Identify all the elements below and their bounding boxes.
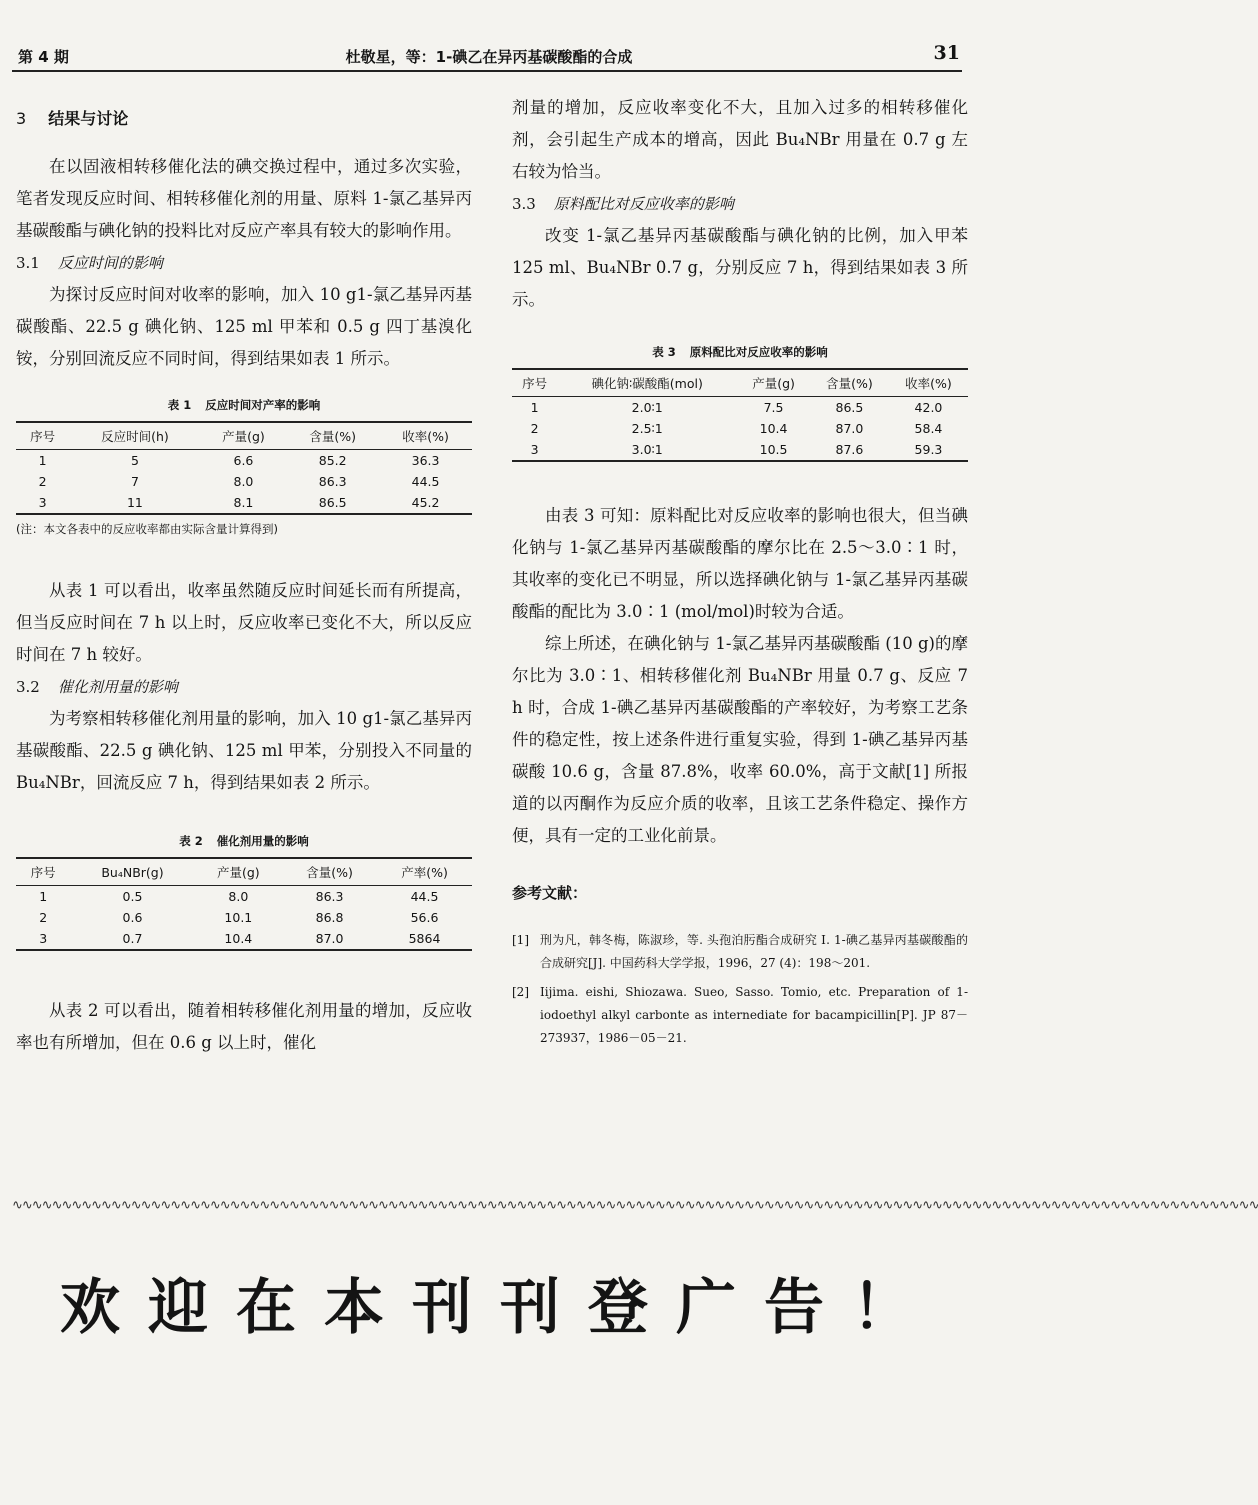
table-cell: 36.3	[411, 453, 440, 468]
article-running-title: 杜敬星，等：1-碘乙在异丙基碳酸酯的合成	[345, 48, 633, 66]
table-cell: 0.7	[70, 928, 194, 950]
table-row	[16, 907, 472, 928]
table-cell: 59.3	[889, 439, 968, 461]
table-header-cell: 反应时间(h)	[69, 422, 200, 450]
running-header	[18, 42, 960, 68]
table-header-cell: 产量(g)	[737, 369, 810, 397]
paragraph: 为探讨反应时间对收率的影响，加入 10 g1-氯乙基异丙基碳酸酯、22.5 g 碘化钠、125 ml 甲苯和 0.5 g 四丁基溴化铵，分别回流反应不同时间，得到结果如表 1 所示。	[16, 285, 472, 368]
table-row	[16, 450, 472, 472]
table-header-cell: 序号	[512, 369, 557, 397]
table-header-cell: 收率(%)	[379, 422, 472, 450]
data-table	[512, 368, 968, 462]
subsection-heading	[16, 671, 472, 703]
table-cell: 87.0	[835, 421, 864, 436]
table-cell: 42.0	[914, 400, 943, 415]
table-row	[16, 886, 472, 908]
reference-item	[512, 929, 968, 975]
table-cell: 3	[16, 928, 70, 950]
table-cell: 87.6	[810, 439, 889, 461]
table-row	[16, 928, 472, 950]
data-table	[16, 857, 472, 951]
table-cell: 86.5	[835, 400, 864, 415]
table-row	[512, 439, 968, 461]
table-cell: 8.0	[228, 889, 249, 904]
table-header-cell: 产量(g)	[195, 858, 283, 886]
table-cell: 1	[530, 400, 539, 415]
reference-number: [2]	[512, 985, 529, 999]
reference-text: 刑为凡，韩冬梅，陈淑珍，等. 头孢泊肟酯合成研究 Ⅰ. 1-碘乙基异丙基碳酸酯的合成研究[J]. 中国药科大学学报，1996，27 (4)：198～201.	[540, 933, 968, 970]
subsection-heading	[16, 247, 472, 279]
table-cell: 86.3	[315, 889, 344, 904]
table-header-cell: 产量(g)	[201, 422, 287, 450]
table-cell: 7.5	[763, 400, 784, 415]
table-row	[512, 418, 968, 439]
table-cell: 87.0	[282, 928, 377, 950]
table-cell: 86.3	[318, 474, 347, 489]
data-table	[16, 421, 472, 515]
references-heading: 参考文献：	[512, 884, 588, 902]
paragraph: 综上所述，在碘化钠与 1-氯乙基异丙基碳酸酯 (10 g)的摩尔比为 3.0∶1、相转移催化剂 Bu₄NBr 用量 0.7 g、反应 7 h 时，合成 1-碘乙基异丙基碳酸酯的产率较好，为考察工艺条件的稳定性，按上述条件进行重复实验，得到 1-碘乙基异丙基碳酸 10.6 g，含量 87.8%，收率 60.0%，高于文献[1] 所报道的以丙酮作为反应介质的收率，且该工艺条件稳定、操作方便，具有一定的工业化前景。	[512, 634, 968, 845]
table-cell: 8.0	[233, 474, 254, 489]
table-cell: 86.5	[286, 492, 379, 514]
paragraph: 从表 2 可以看出，随着相转移催化剂用量的增加，反应收率也有所增加，但在 0.6 g 以上时，催化	[16, 1001, 472, 1052]
table-header-cell: 含量(%)	[286, 422, 379, 450]
table-cell: 8.1	[201, 492, 287, 514]
table-cell: 1	[39, 889, 48, 904]
table-header-cell: 产率(%)	[377, 858, 472, 886]
section-number: 3	[16, 109, 27, 128]
table-title: 催化剂用量的影响	[216, 834, 309, 848]
subsection-number: 3.1	[16, 254, 40, 272]
section-title: 结果与讨论	[48, 109, 129, 128]
header-rule	[12, 70, 962, 72]
subsection-heading	[512, 188, 968, 220]
subsection-number: 3.3	[512, 195, 536, 213]
paragraph: 从表 1 可以看出，收率虽然随反应时间延长而有所提高，但当反应时间在 7 h 以上时，反应收率已变化不大，所以反应时间在 7 h 较好。	[16, 581, 472, 664]
table-cell: 6.6	[233, 453, 254, 468]
reference-item	[512, 981, 968, 1050]
table-cell: 5	[130, 453, 139, 468]
table-cell: 3	[512, 439, 557, 461]
table-cell: 7	[130, 474, 139, 489]
decorative-border: ∿∿∿∿∿∿∿∿∿∿∿∿∿∿∿∿∿∿∿∿∿∿∿∿∿∿∿∿∿∿∿∿∿∿∿∿∿∿∿∿∿∿∿∿∿∿∿∿∿∿∿∿∿∿∿∿∿∿∿∿∿∿∿∿∿∿∿∿∿∿∿∿∿∿∿∿∿∿∿∿∿∿∿∿∿∿∿∿∿∿∿∿∿∿∿∿∿∿∿∿∿∿∿∿∿∿∿∿∿∿∿∿∿∿∿∿∿∿∿∿∿∿∿∿∿∿	[12, 1198, 1258, 1213]
section-heading	[16, 106, 472, 129]
table-number: 表 1	[167, 398, 192, 412]
table-title: 原料配比对反应收率的影响	[689, 345, 828, 359]
paragraph: 改变 1-氯乙基异丙基碳酸酯与碘化钠的比例，加入甲苯 125 ml、Bu₄NBr 0.7 g，分别反应 7 h，得到结果如表 3 所示。	[512, 226, 968, 309]
table-number: 表 2	[179, 834, 203, 848]
table-row	[512, 397, 968, 419]
table-header-cell: 含量(%)	[810, 369, 889, 397]
paragraph: 在以固液相转移催化法的碘交换过程中，通过多次实验，笔者发现反应时间、相转移催化剂的用量、原料 1-氯乙基异丙基碳酸酯与碘化钠的投料比对反应产率具有较大的影响作用。	[16, 157, 472, 240]
table-cell: 58.4	[914, 421, 943, 436]
table-cell: 10.4	[759, 421, 788, 436]
table-cell: 0.5	[122, 889, 143, 904]
table-caption	[16, 833, 472, 849]
table-caption	[16, 397, 472, 413]
table-cell: 11	[69, 492, 200, 514]
table-cell: 10.5	[737, 439, 810, 461]
advertisement-banner: 欢迎在本刊刊登广告！	[60, 1273, 940, 1343]
table-header-cell: 序号	[16, 858, 70, 886]
table-cell: 1	[38, 453, 47, 468]
paragraph: 为考察相转移催化剂用量的影响，加入 10 g1-氯乙基异丙基碳酸酯、22.5 g 碘化钠、125 ml 甲苯，分别投入不同量的 Bu₄NBr，回流反应 7 h，得到结果如表 2 所示。	[16, 709, 472, 792]
table-header-cell: Bu₄NBr(g)	[70, 858, 194, 886]
table-note: (注：本文各表中的反应收率都由实际含量计算得到)	[16, 522, 278, 536]
table-title: 反应时间对产率的影响	[205, 398, 321, 412]
table-header-cell: 收率(%)	[889, 369, 968, 397]
table-cell: 3.0∶1	[557, 439, 737, 461]
subsection-title: 反应时间的影响	[57, 254, 163, 272]
table-cell: 0.6	[122, 910, 143, 925]
table-cell: 2	[530, 421, 539, 436]
subsection-number: 3.2	[16, 678, 40, 696]
left-column	[16, 92, 472, 1059]
reference-number: [1]	[512, 933, 529, 947]
table-header-cell: 含量(%)	[282, 858, 377, 886]
paragraph: 由表 3 可知：原料配比对反应收率的影响也很大，但当碘化钠与 1-氯乙基异丙基碳酸酯的摩尔比在 2.5～3.0∶1 时，其收率的变化已不明显，所以选择碘化钠与 1-氯乙基异丙基碳酸酯的配比为 3.0∶1 (mol/mol)时较为合适。	[512, 506, 968, 621]
table-cell: 5864	[377, 928, 472, 950]
table-cell: 2.0∶1	[631, 400, 663, 415]
table-cell: 2	[39, 910, 48, 925]
table-header-cell: 序号	[16, 422, 69, 450]
table-header-cell: 碘化钠∶碳酸酯(mol)	[557, 369, 737, 397]
reference-text: Iijima. eishi, Shiozawa. Sueo, Sasso. Tomio, etc. Preparation of 1-iodoethyl alkyl carbonte as internediate for bacampicillin[P]. JP 87－273937，1986－05－21.	[540, 985, 968, 1045]
table-cell: 10.1	[224, 910, 253, 925]
table-row	[16, 471, 472, 492]
table-cell: 3	[16, 492, 69, 514]
table-cell: 45.2	[379, 492, 472, 514]
table-row	[16, 492, 472, 514]
issue-number: 第 4 期	[18, 48, 69, 66]
table-number: 表 3	[652, 345, 676, 359]
page-number: 31	[933, 42, 960, 64]
subsection-title: 催化剂用量的影响	[57, 678, 178, 696]
table-cell: 56.6	[410, 910, 439, 925]
right-column	[512, 92, 968, 1056]
table-cell: 2	[38, 474, 47, 489]
table-cell: 85.2	[318, 453, 347, 468]
table-caption	[512, 344, 968, 360]
table-cell: 44.5	[411, 474, 440, 489]
subsection-title: 原料配比对反应收率的影响	[553, 195, 734, 213]
table-cell: 10.4	[195, 928, 283, 950]
paragraph: 剂量的增加，反应收率变化不大，且加入过多的相转移催化剂，会引起生产成本的增高，因此 Bu₄NBr 用量在 0.7 g 左右较为恰当。	[512, 98, 968, 181]
table-cell: 44.5	[410, 889, 439, 904]
table-cell: 86.8	[315, 910, 344, 925]
table-cell: 2.5∶1	[631, 421, 663, 436]
